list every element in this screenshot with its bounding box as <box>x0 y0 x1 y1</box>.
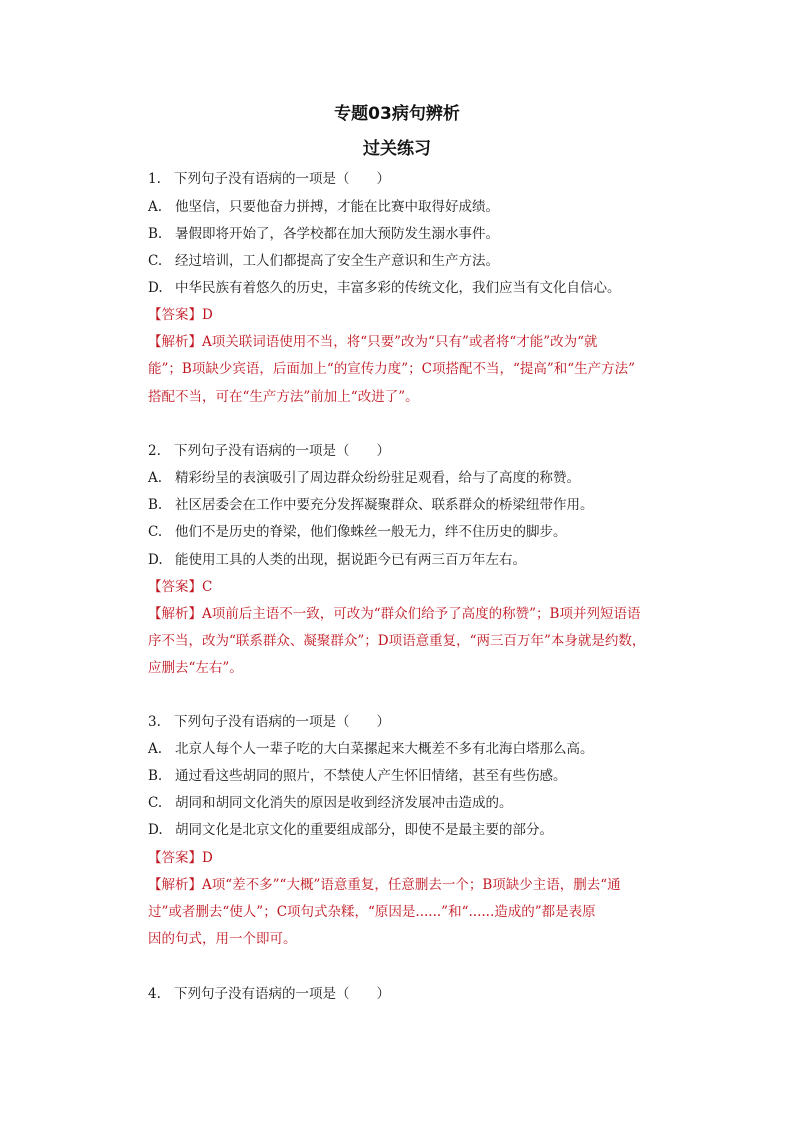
question-number: 2. <box>148 443 161 459</box>
document-subtitle: 过关练习 <box>363 139 431 159</box>
option-letter: D. <box>148 552 163 568</box>
answer-line <box>148 849 688 867</box>
option-letter: A. <box>148 199 163 215</box>
option-text: 胡同文化是北京文化的重要组成部分，即使不是最主要的部分。 <box>175 822 553 838</box>
question-text: 下列句子没有语病的一项是（ ） <box>174 171 390 187</box>
analysis-text: A项前后主语不一致，可改为“群众们给予了高度的称赞”；B项并列短语语 <box>202 606 641 622</box>
analysis-line: 序不当，改为“联系群众、凝聚群众”；D项语意重复，“两三百万年”本身就是约数， <box>148 633 646 649</box>
option-item <box>148 821 688 839</box>
analysis-line <box>148 605 688 623</box>
question-number: 4. <box>148 986 161 1002</box>
option-letter: B. <box>148 497 163 513</box>
answer-value: D <box>202 307 213 323</box>
option-letter: D. <box>148 822 163 838</box>
answer-tag: 【答案】 <box>148 307 202 323</box>
question-stem <box>148 442 688 460</box>
option-text: 能使用工具的人类的出现，据说距今已有两三百万年左右。 <box>175 552 526 568</box>
analysis-line <box>148 333 688 351</box>
option-item <box>148 551 688 569</box>
answer-tag: 【答案】 <box>148 579 202 595</box>
analysis-text: A项“差不多”“大概”语意重复，任意删去一个；B项缺少主语，删去“通 <box>202 877 621 893</box>
option-letter: C. <box>148 524 163 540</box>
option-item <box>148 740 688 758</box>
option-text: 北京人每个人一辈子吃的大白菜摞起来大概差不多有北海白塔那么高。 <box>175 741 594 757</box>
analysis-tag: 【解析】 <box>148 877 202 893</box>
analysis-line: 因的句式，用一个即可。 <box>148 931 297 947</box>
option-item <box>148 279 688 297</box>
option-text: 精彩纷呈的表演吸引了周边群众纷纷驻足观看，给与了高度的称赞。 <box>175 470 580 486</box>
analysis-line: 能”；B项缺少宾语，后面加上“的宣传力度”；C项搭配不当，“提高”和“生产方法” <box>148 361 636 377</box>
question-number: 1. <box>148 171 161 187</box>
option-item <box>148 198 688 216</box>
analysis-line: 搭配不当，可在“生产方法”前加上“改进了”。 <box>148 389 419 405</box>
question-stem <box>148 713 688 731</box>
analysis-tag: 【解析】 <box>148 334 202 350</box>
option-letter: A. <box>148 741 163 757</box>
question-number: 3. <box>148 714 161 730</box>
answer-value: C <box>202 579 213 595</box>
analysis-text: A项关联词语使用不当，将“只要”改为“只有”或者将“才能”改为“就 <box>202 334 598 350</box>
option-text: 他们不是历史的脊梁，他们像蛛丝一般无力，绊不住历史的脚步。 <box>175 524 567 540</box>
option-text: 暑假即将开始了，各学校都在加大预防发生溺水事件。 <box>175 226 499 242</box>
option-letter: D. <box>148 280 163 296</box>
answer-line <box>148 306 688 324</box>
answer-tag: 【答案】 <box>148 850 202 866</box>
option-text: 社区居委会在工作中要充分发挥凝聚群众、联系群众的桥梁纽带作用。 <box>175 497 594 513</box>
option-text: 通过看这些胡同的照片，不禁使人产生怀旧情绪，甚至有些伤感。 <box>175 768 567 784</box>
answer-line <box>148 578 688 596</box>
analysis-line <box>148 876 688 894</box>
question-stem <box>148 170 688 188</box>
option-text: 中华民族有着悠久的历史，丰富多彩的传统文化，我们应当有文化自信心。 <box>175 280 621 296</box>
option-letter: B. <box>148 768 163 784</box>
option-letter: A. <box>148 470 163 486</box>
option-text: 经过培训，工人们都提高了安全生产意识和生产方法。 <box>175 253 499 269</box>
option-text: 他坚信，只要他奋力拼搏，才能在比赛中取得好成绩。 <box>175 199 499 215</box>
analysis-tag: 【解析】 <box>148 606 202 622</box>
option-letter: C. <box>148 253 163 269</box>
answer-value: D <box>202 850 213 866</box>
option-letter: C. <box>148 795 163 811</box>
analysis-line: 过”或者删去“使人”；C项句式杂糅，“原因是......”和“......造成的”都是表原 <box>148 904 596 920</box>
option-text: 胡同和胡同文化消失的原因是收到经济发展冲击造成的。 <box>175 795 513 811</box>
question-text: 下列句子没有语病的一项是（ ） <box>174 986 390 1002</box>
question-stem <box>148 985 688 1003</box>
option-item <box>148 225 688 243</box>
option-letter: B. <box>148 226 163 242</box>
option-item <box>148 794 688 812</box>
option-item <box>148 523 688 541</box>
option-item <box>148 469 688 487</box>
document-title: 专题03病句辨析 <box>334 104 460 124</box>
question-text: 下列句子没有语病的一项是（ ） <box>174 714 390 730</box>
option-item <box>148 496 688 514</box>
analysis-line: 应删去“左右”。 <box>148 660 243 676</box>
option-item <box>148 767 688 785</box>
question-text: 下列句子没有语病的一项是（ ） <box>174 443 390 459</box>
option-item <box>148 252 688 270</box>
